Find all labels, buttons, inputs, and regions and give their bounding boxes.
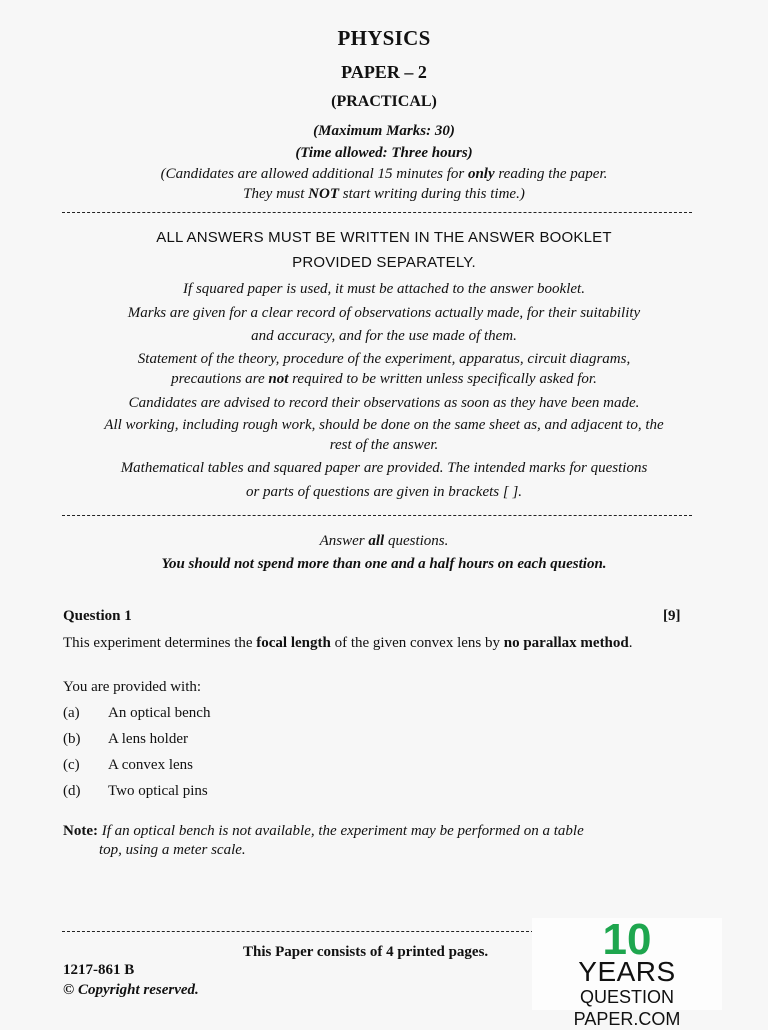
instruction-tables-line-1: Mathematical tables and squared paper are provided. The intended marks for questions xyxy=(120,460,648,476)
instruction-tables-line-2: or parts of questions are given in brackets [ ]. xyxy=(245,484,523,500)
dashed-divider xyxy=(62,931,534,932)
instruction-statement-line-2: precautions are not required to be written unless specifically asked for. xyxy=(171,371,597,387)
instruction-marks-line-1: Marks are given for a clear record of observations actually made, for their suitability xyxy=(127,305,641,321)
paper-code: 1217-861 B xyxy=(63,962,135,978)
question-1-marks: [9] xyxy=(663,608,681,624)
maximum-marks: (Maximum Marks: 30) xyxy=(313,123,455,139)
logo-number: 10 xyxy=(602,915,652,964)
logo-site: QUESTION PAPER.COM xyxy=(573,987,681,1029)
copyright-notice: © Copyright reserved. xyxy=(63,982,199,998)
question-1-note: Note: If an optical bench is not available, the experiment may be performed on a table top, using a meter scale. xyxy=(63,823,584,858)
page-count-note: This Paper consists of 4 printed pages. xyxy=(243,944,489,960)
watermark-logo xyxy=(532,915,722,1029)
instruction-squared-paper: If squared paper is used, it must be attached to the answer booklet. xyxy=(183,281,585,297)
reading-time-line-2: They must NOT start writing during this time.) xyxy=(243,186,525,202)
logo-years: YEARS xyxy=(578,956,676,987)
instruction-marks-line-2: and accuracy, and for the use made of them. xyxy=(251,328,517,344)
list-item: (b) A lens holder xyxy=(63,731,188,747)
time-allowed: (Time allowed: Three hours) xyxy=(295,145,473,161)
provided-with-label: You are provided with: xyxy=(63,679,202,695)
reading-time-line-1: (Candidates are allowed additional 15 minutes for only reading the paper. xyxy=(160,166,608,182)
paper-type: (PRACTICAL) xyxy=(331,93,437,110)
paper-number: PAPER – 2 xyxy=(341,62,427,82)
time-per-question: You should not spend more than one and a half hours on each question. xyxy=(161,556,607,572)
instruction-statement-line-1: Statement of the theory, procedure of the experiment, apparatus, circuit diagrams, xyxy=(137,351,631,367)
caps-instruction-line-2: PROVIDED SEPARATELY. xyxy=(292,254,476,271)
instruction-record: Candidates are advised to record their observations as soon as they have been made. xyxy=(128,395,640,411)
question-1-heading: Question 1 xyxy=(63,608,132,624)
list-item: (d) Two optical pins xyxy=(63,783,208,799)
list-item: (c) A convex lens xyxy=(63,757,193,773)
question-1-text: This experiment determines the focal length of the given convex lens by no parallax method. xyxy=(63,635,633,651)
subject-title: PHYSICS xyxy=(337,26,431,50)
list-item: (a) An optical bench xyxy=(63,705,211,721)
instruction-working-line-2: rest of the answer. xyxy=(329,437,439,453)
instruction-working-line-1: All working, including rough work, should be done on the same sheet as, and adjacent to, the xyxy=(104,417,664,433)
dashed-divider xyxy=(62,515,692,516)
answer-all-questions: Answer all questions. xyxy=(319,533,449,549)
dashed-divider xyxy=(62,212,692,213)
caps-instruction-line-1: ALL ANSWERS MUST BE WRITTEN IN THE ANSWER BOOKLET xyxy=(156,229,612,246)
